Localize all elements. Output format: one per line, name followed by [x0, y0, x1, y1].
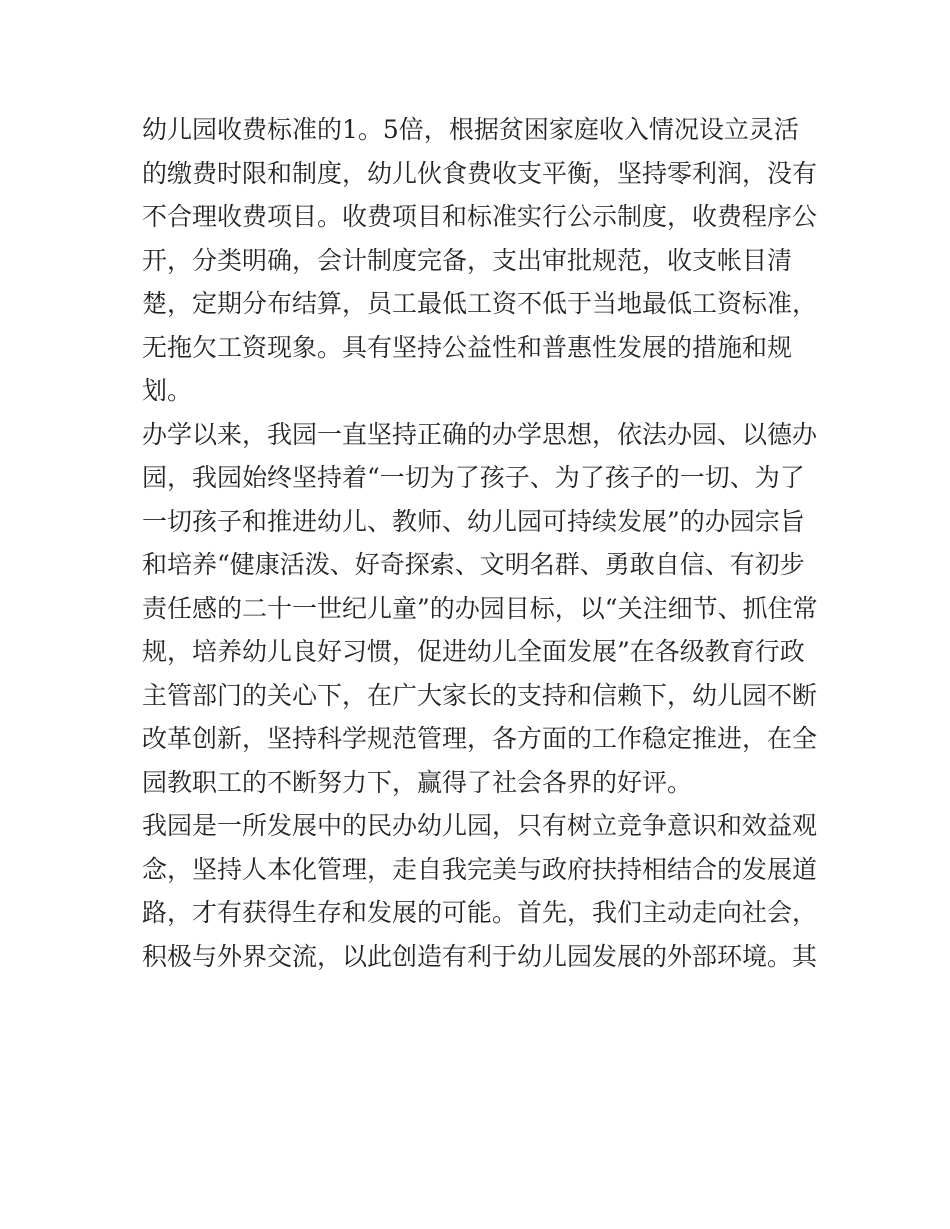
- text-line: 规，培养幼儿良好习惯，促进幼儿全面发展”在各级教育行政: [142, 637, 805, 666]
- text-line: 办学以来，我园一直坚持正确的办学思想，依法办园、以德办: [142, 419, 818, 449]
- text-line: 路，才有获得生存和发展的可能。首先，我们主动走向社会，: [142, 898, 818, 927]
- document-body: [142, 108, 818, 978]
- text-line: 园教职工的不断努力下，赢得了社会各界的好评。: [142, 767, 693, 797]
- paragraph-development: [142, 804, 818, 978]
- text-line: 不合理收费项目。收费项目和标准实行公示制度，收费程序公: [142, 202, 818, 231]
- text-line: 幼儿园收费标准的1。5倍，根据贫困家庭收入情况设立灵活: [142, 115, 799, 144]
- text-line: 开，分类明确，会计制度完备，支出审批规范，收支帐目清: [142, 245, 793, 275]
- text-line: 园，我园始终坚持着“一切为了孩子、为了孩子的一切、为了: [142, 463, 805, 492]
- text-line: 无拖欠工资现象。具有坚持公益性和普惠性发展的措施和规: [142, 332, 793, 362]
- text-line: 责任感的二十一世纪儿童”的办园目标，以“关注细节、抓住常: [142, 593, 818, 623]
- text-line: 念，坚持人本化管理，走自我完美与政府扶持相结合的发展道: [142, 854, 818, 884]
- paragraph-fees: [142, 108, 818, 413]
- text-line: 和培养“健康活泼、好奇探索、文明名群、勇敢自信、有初步: [142, 550, 805, 579]
- text-line: 楚，定期分布结算，员工最低工资不低于当地最低工资标准，: [142, 289, 818, 318]
- text-line: 的缴费时限和制度，幼儿伙食费收支平衡，坚持零利润，没有: [142, 158, 818, 188]
- text-line: 我园是一所发展中的民办幼儿园，只有树立竞争意识和效益观: [142, 811, 818, 840]
- text-line: 主管部门的关心下，在广大家长的支持和信赖下，幼儿园不断: [142, 680, 818, 710]
- text-line: 改革创新，坚持科学规范管理，各方面的工作稳定推进，在全: [142, 724, 818, 753]
- text-line: 积极与外界交流，以此创造有利于幼儿园发展的外部环境。其: [142, 941, 818, 971]
- text-line: 一切孩子和推进幼儿、教师、幼儿园可持续发展”的办园宗旨: [142, 506, 805, 536]
- text-line: 划。: [142, 376, 193, 405]
- paragraph-philosophy: [142, 413, 818, 805]
